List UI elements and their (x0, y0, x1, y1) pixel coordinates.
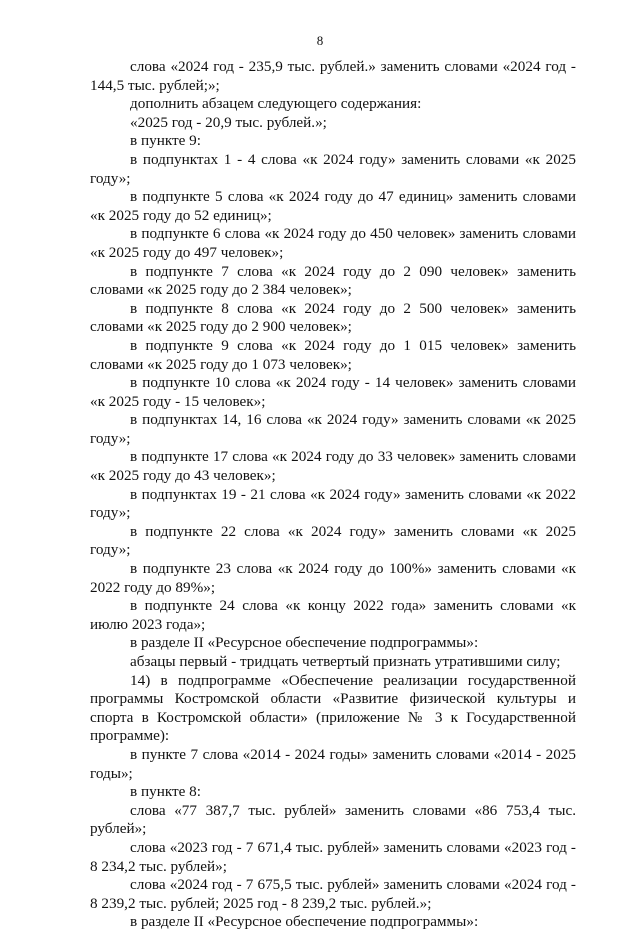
paragraph: в разделе II «Ресурсное обеспечение подпрограммы»: (130, 913, 479, 931)
paragraph: в подпунктах 14, 16 слова «к 2024 году» заменить словами «к 2025 году»; (90, 411, 576, 447)
paragraph: в подпункте 23 слова «к 2024 году до 100%» заменить словами «к 2022 году до 89%»; (90, 560, 576, 596)
paragraph: слова «2023 год - 7 671,4 тыс. рублей» заменить словами «2023 год - 8 234,2 тыс. рублей»; (90, 838, 576, 875)
paragraph: в подпункте 24 слова «к концу 2022 года» заменить словами «к июлю 2023 года»; (90, 597, 576, 633)
paragraph: в подпунктах 19 - 21 слова «к 2024 году» заменить словами «к 2022 году»; (90, 485, 576, 522)
paragraph: в подпункте 22 слова «к 2024 году» заменить словами «к 2025 году»; (90, 522, 576, 559)
paragraph: в подпункте 6 слова «к 2024 году до 450 человек» заменить словами «к 2025 году до 497 человек»; (90, 225, 576, 261)
paragraph: слова «2024 год - 7 675,5 тыс. рублей» заменить словами «2024 год - 8 239,2 тыс. рублей; 2025 год - 8 239,2 тыс. рублей.»; (90, 876, 576, 912)
paragraph: слова «77 387,7 тыс. рублей» заменить словами «86 753,4 тыс. рублей»; (90, 801, 576, 838)
paragraph: абзацы первый - тридцать четвертый признать утратившими силу; (130, 653, 561, 670)
paragraph: 14) в подпрограмме «Обеспечение реализации государственной программы Костромской области «Развитие физической культуры и спорта в Костромской области» (приложение № 3 к Государственной программе): (90, 671, 576, 745)
paragraph: в подпункте 8 слова «к 2024 году до 2 500 человек» заменить словами «к 2025 году до 2 900 человек»; (90, 299, 576, 336)
paragraph: в пункте 8: (130, 783, 201, 801)
paragraph: дополнить абзацем следующего содержания: (130, 95, 422, 113)
paragraph: «2025 год - 20,9 тыс. рублей.»; (130, 113, 327, 131)
paragraph: в подпункте 5 слова «к 2024 году до 47 единиц» заменить словами «к 2025 году до 52 единиц»; (90, 188, 576, 224)
paragraph: слова «2024 год - 235,9 тыс. рублей.» заменить словами «2024 год - 144,5 тыс. рублей;»; (90, 58, 576, 94)
paragraph: в подпункте 9 слова «к 2024 году до 1 015 человек» заменить словами «к 2025 году до 1 073 человек»; (90, 336, 576, 373)
paragraph: в разделе II «Ресурсное обеспечение подпрограммы»: (130, 634, 479, 652)
paragraph: в пункте 7 слова «2014 - 2024 годы» заменить словами «2014 - 2025 годы»; (90, 745, 576, 782)
paragraph: в подпунктах 1 - 4 слова «к 2024 году» заменить словами «к 2025 году»; (90, 150, 576, 187)
document-body (90, 58, 576, 932)
paragraph: в подпункте 17 слова «к 2024 году до 33 человек» заменить словами «к 2025 году до 43 человек»; (90, 448, 576, 485)
paragraph: в подпункте 10 слова «к 2024 году - 14 человек» заменить словами «к 2025 году - 15 человек»; (90, 374, 576, 410)
paragraph: в подпункте 7 слова «к 2024 году до 2 090 человек» заменить словами «к 2025 году до 2 384 человек»; (90, 262, 576, 299)
paragraph: в пункте 9: (130, 132, 201, 150)
page-number: 8 (316, 33, 324, 48)
